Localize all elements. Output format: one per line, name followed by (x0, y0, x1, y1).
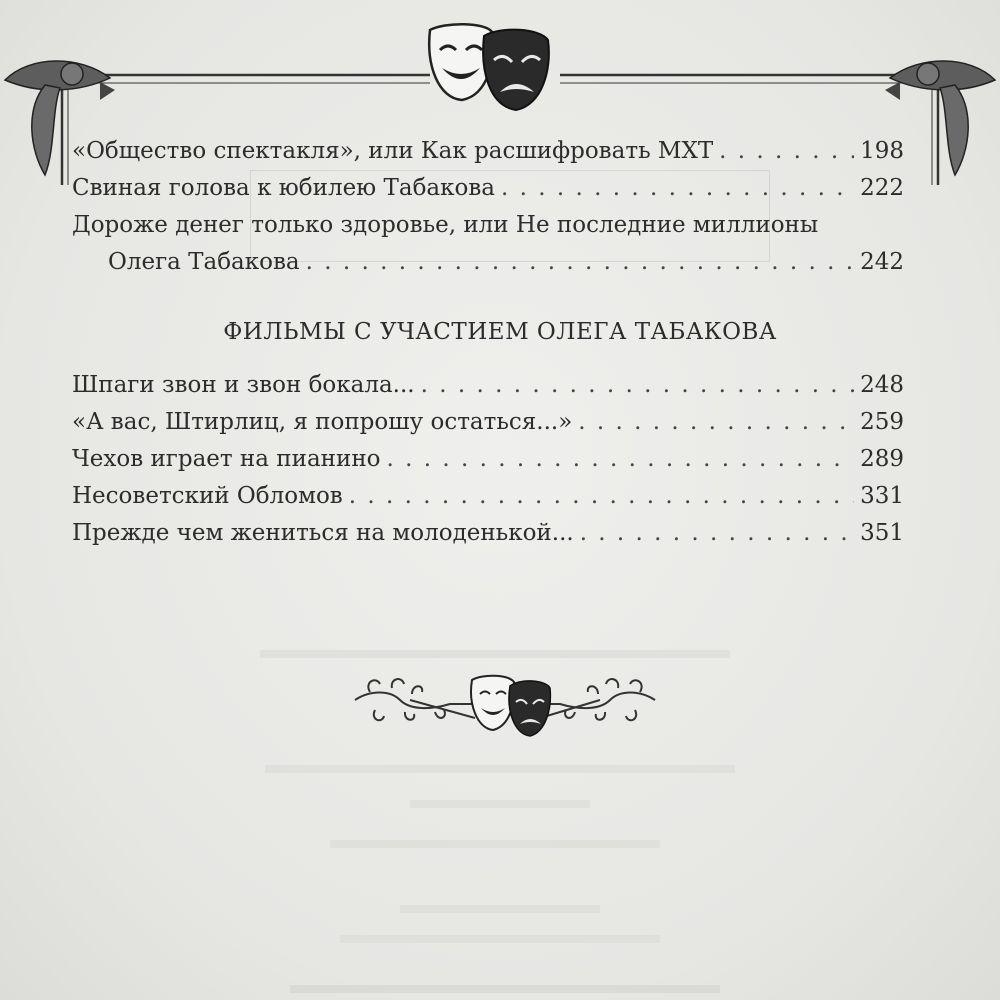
toc-dot-leader (501, 170, 854, 207)
toc-block-2 (72, 367, 904, 552)
toc-dot-leader (306, 244, 854, 281)
toc-entry (72, 478, 904, 515)
toc-entry (72, 404, 904, 441)
toc-entry (72, 170, 904, 207)
toc-entry (72, 133, 904, 170)
comedy-mask-small-icon (471, 676, 514, 730)
toc-block-1 (72, 133, 904, 281)
toc-entry-title: Шпаги звон и звон бокала... (72, 372, 415, 398)
toc-entry-title: Прежде чем жениться на молоденькой... (72, 520, 574, 546)
tragedy-mask-icon (483, 30, 549, 110)
toc-dot-leader (578, 404, 854, 441)
toc-entry-title: «Общество спектакля», или Как расшифровать МХТ (72, 138, 714, 164)
toc-entry-page: 242 (860, 249, 904, 275)
toc-entry-title: Несоветский Обломов (72, 483, 343, 509)
right-flourish-icon (540, 679, 655, 720)
toc-dot-leader (580, 515, 854, 552)
toc-dot-leader (349, 478, 854, 515)
left-flourish-icon (355, 679, 475, 720)
toc-entry (72, 441, 904, 478)
toc-entry-title: Свиная голова к юбилею Табакова (72, 175, 496, 201)
toc-entry-page: 248 (860, 372, 904, 398)
section-heading: ФИЛЬМЫ С УЧАСТИЕМ ОЛЕГА ТАБАКОВА (223, 319, 777, 345)
tragedy-mask-small-icon (509, 681, 550, 736)
toc-entry-page: 289 (860, 446, 904, 472)
toc-dot-leader (387, 441, 855, 478)
toc-entry-page: 351 (860, 520, 904, 546)
toc-entry-title-line1: Дороже денег только здоровье, или Не последние миллионы (72, 212, 819, 238)
toc-entry-page: 198 (860, 138, 904, 164)
toc-entry-page: 259 (860, 409, 904, 435)
toc-entry-page: 331 (860, 483, 904, 509)
toc-entry (72, 515, 904, 552)
theater-masks-footer-ornament (350, 670, 660, 750)
toc-entry (72, 244, 904, 281)
toc-entry-title: «А вас, Штирлиц, я попрошу остаться...» (72, 409, 573, 435)
toc-dot-leader (719, 133, 854, 170)
toc-dot-leader (421, 367, 854, 404)
toc-entry-title: Чехов играет на пианино (72, 446, 381, 472)
toc-entry-title-line2: Олега Табакова (108, 249, 300, 275)
toc-entry (72, 367, 904, 404)
toc-entry-page: 222 (860, 175, 904, 201)
